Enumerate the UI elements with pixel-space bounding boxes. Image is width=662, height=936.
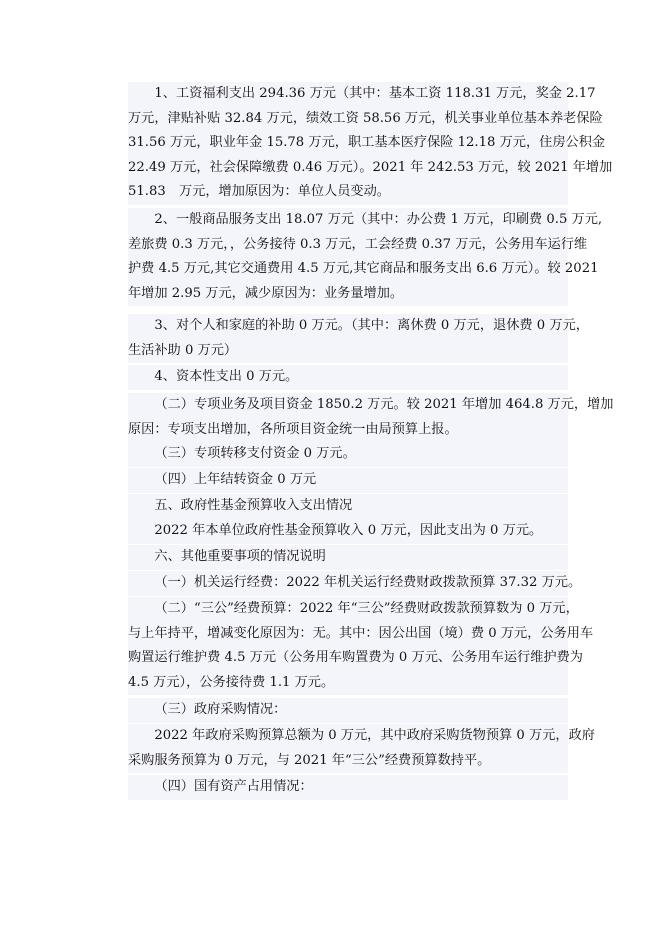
- paragraph-line: 2022 年政府采购预算总额为 0 万元，其中政府采购货物预算 0 万元，政府: [128, 724, 568, 749]
- section-heading-government-procurement: [128, 698, 568, 723]
- paragraph-line: 差旅费 0.3 万元，，公务接待 0.3 万元，工会经费 0.37 万元，公务用车运行维: [128, 233, 568, 258]
- paragraph-procurement-budget: [128, 724, 595, 773]
- paragraph-operating-expenses: [128, 571, 582, 596]
- section-heading-state-assets: [128, 775, 568, 800]
- paragraph-line: （一）机关运行经费：2022 年机关运行经费财政拨款预算 37.32 万元。: [128, 571, 568, 596]
- paragraph-line: 购置运行维护费 4.5 万元（公务用车购置费为 0 万元、公务用车运行维护费为: [128, 646, 568, 671]
- paragraph-line: 年增加 2.95 万元，减少原因为：业务量增加。: [128, 282, 568, 307]
- paragraph-line: （三）政府采购情况：: [128, 698, 568, 723]
- paragraph-line: （二）专项业务及项目资金 1850.2 万元。较 2021 年增加 464.8 万元，增加: [128, 393, 568, 418]
- paragraph-line: 4.5 万元），公务接待费 1.1 万元。: [128, 671, 568, 696]
- paragraph-goods-services: [128, 208, 603, 306]
- paragraph-special-transfer: [128, 442, 568, 467]
- paragraph-line: 六、其他重要事项的情况说明: [128, 545, 568, 570]
- paragraph-capital-expenditure: [128, 365, 568, 390]
- paragraph-line: （三）专项转移支付资金 0 万元。: [128, 442, 568, 467]
- paragraph-line: 生活补助 0 万元）: [128, 339, 568, 364]
- paragraph-line: （四）上年结转资金 0 万元: [128, 468, 568, 493]
- paragraph-line: 1、工资福利支出 294.36 万元（其中：基本工资 118.31 万元，奖金 2.17: [128, 82, 568, 107]
- paragraph-government-fund-income: [128, 519, 568, 544]
- paragraph-salary-welfare: [128, 82, 613, 205]
- paragraph-line: 31.56 万元，职业年金 15.78 万元，职工基本医疗保险 12.18 万元，住房公积金: [128, 131, 568, 156]
- paragraph-carryover-funds: [128, 468, 568, 493]
- paragraph-line: 51.83 万元，增加原因为：单位人员变动。: [128, 180, 568, 205]
- section-heading-government-fund: [128, 494, 568, 519]
- section-heading-other-matters: [128, 545, 568, 570]
- paragraph-line: 五、政府性基金预算收入支出情况: [128, 494, 568, 519]
- paragraph-line: （二）“三公”经费预算：2022 年“三公”经费财政拨款预算数为 0 万元，: [128, 597, 568, 622]
- paragraph-special-project-funds: [128, 393, 614, 442]
- paragraph-line: 2022 年本单位政府性基金预算收入 0 万元，因此支出为 0 万元。: [128, 519, 568, 544]
- paragraph-line: 2、一般商品服务支出 18.07 万元（其中：办公费 1 万元，印刷费 0.5 万元,: [128, 208, 568, 233]
- paragraph-individual-subsidy: [128, 314, 589, 363]
- paragraph-line: （四）国有资产占用情况：: [128, 775, 568, 800]
- paragraph-three-public-expenses: [128, 597, 594, 695]
- paragraph-line: 3、对个人和家庭的补助 0 万元。（其中：离休费 0 万元，退休费 0 万元，: [128, 314, 568, 339]
- paragraph-line: 4、资本性支出 0 万元。: [128, 365, 568, 390]
- paragraph-line: 22.49 万元，社会保障缴费 0.46 万元）。2021 年 242.53 万元，较 2021 年增加: [128, 156, 568, 181]
- paragraph-line: 万元，津贴补贴 32.84 万元，绩效工资 58.56 万元，机关事业单位基本养老保险: [128, 107, 568, 132]
- paragraph-line: 采购服务预算为 0 万元，与 2021 年“三公”经费预算数持平。: [128, 749, 568, 774]
- paragraph-line: 原因：专项支出增加，各所项目资金统一由局预算上报。: [128, 418, 568, 443]
- paragraph-line: 与上年持平，增减变化原因为：无。其中：因公出国（境）费 0 万元，公务用车: [128, 622, 568, 647]
- paragraph-line: 护费 4.5 万元,其它交通费用 4.5 万元,其它商品和服务支出 6.6 万元）。较 2021: [128, 257, 568, 282]
